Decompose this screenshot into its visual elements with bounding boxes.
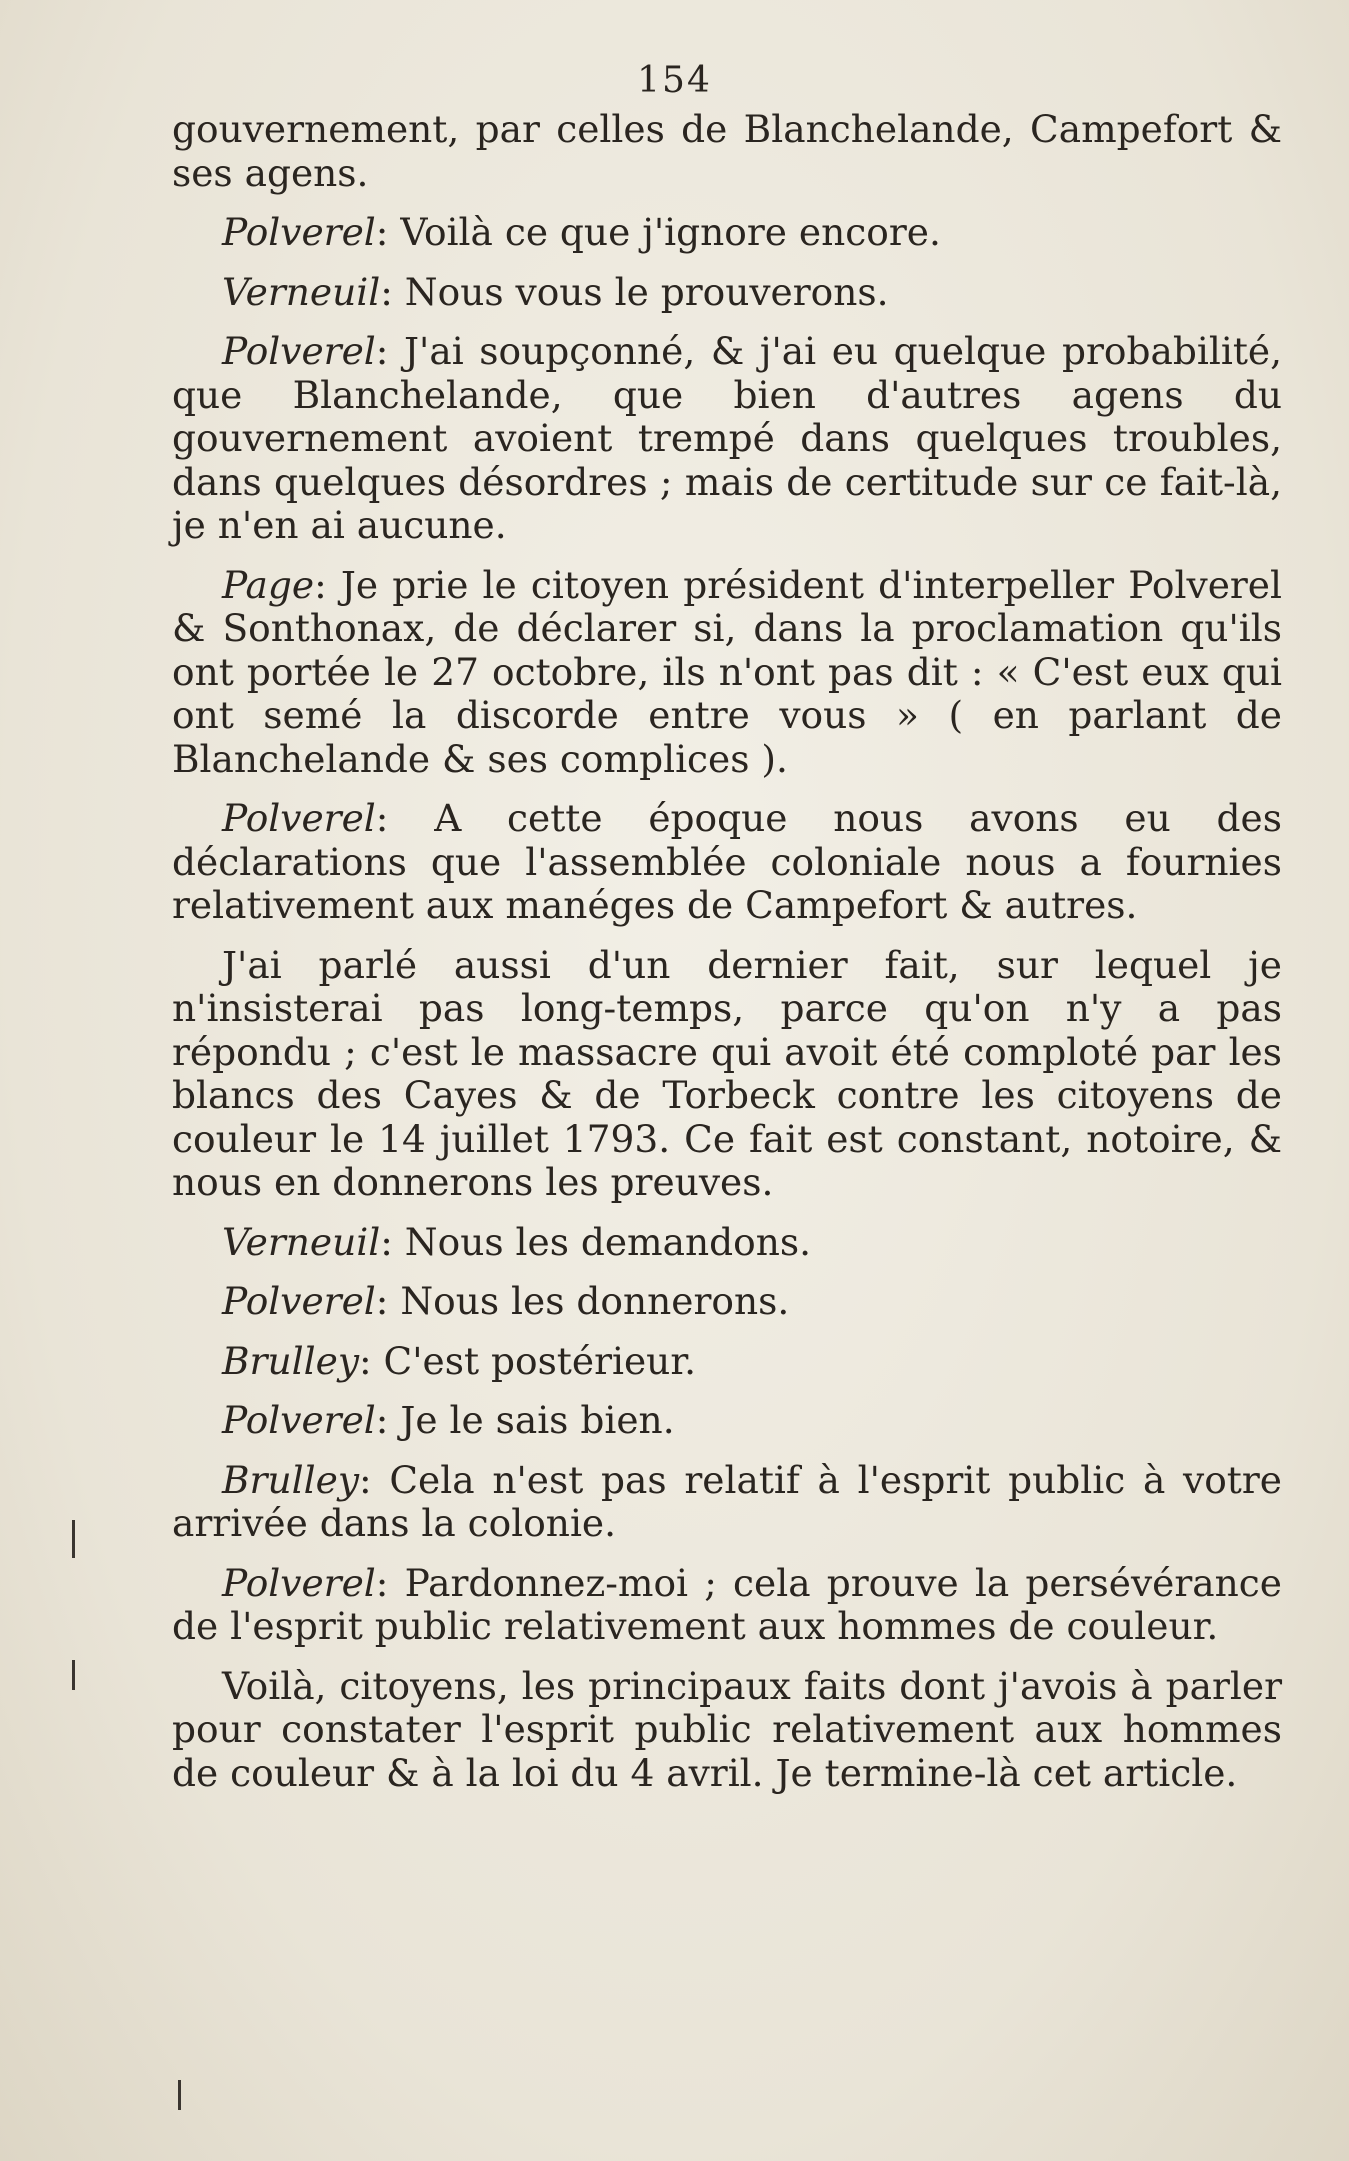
paragraph-text: gouvernement, par celles de Blanchelande, Campefort & ses agens. [172,107,1282,195]
dialogue-paragraph [172,211,1282,255]
dialogue-paragraph [172,271,1282,315]
page-text [172,108,1282,1811]
paragraph-text: : Pardonnez-moi ; cela prouve la persévérance de l'esprit public relativement aux hommes de couleur. [172,1560,1282,1648]
speaker-name: Brulley [222,1457,359,1502]
narrative-paragraph [172,944,1282,1205]
margin-mark [72,1520,75,1558]
speaker-name: Verneuil [222,269,381,314]
paragraph-text: : C'est postérieur. [359,1338,697,1383]
speaker-name: Polverel [222,1560,376,1605]
margin-mark [72,1660,75,1690]
speaker-name: Polverel [222,329,376,373]
speaker-name: Polverel [222,1279,376,1323]
paragraph-text: : Nous vous le prouverons. [380,269,889,314]
paragraph-text: : Cela n'est pas relatif à l'esprit public à votre arrivée dans la colonie. [172,1457,1282,1545]
dialogue-paragraph [172,1340,1282,1384]
page-number: 154 [637,60,712,101]
paragraph-text: : Je prie le citoyen président d'interpeller Polverel & Sonthonax, de déclarer si, dans la proclamation qu'ils ont portée le 27 octobre, ils n'ont pas dit : « C'est eux qui ont semé la discorde entre vous » ( en parlant de Blanchelande & ses complices ). [172,562,1282,781]
dialogue-paragraph [172,564,1282,782]
paragraph-text: : A cette époque nous avons eu des déclarations que l'assemblée coloniale nous a fournies relativement aux manéges de Campefort & autres. [172,796,1282,927]
dialogue-paragraph [172,1459,1282,1546]
speaker-name: Polverel [222,1398,376,1442]
paragraph-text: : J'ai soupçonné, & j'ai eu quelque probabilité, que Blanchelande, que bien d'autres agens du gouvernement avoient trempé dans quelques troubles, dans quelques désordres ; mais de certitude sur ce fait-là, je n'en ai aucune. [172,329,1282,547]
speaker-name: Polverel [222,796,376,840]
paragraph-text: : Nous les donnerons. [375,1279,790,1323]
paragraph-continuation [172,108,1282,195]
paragraph-text: : Je le sais bien. [375,1398,675,1442]
dialogue-paragraph [172,1280,1282,1324]
narrative-paragraph [172,1665,1282,1796]
speaker-name: Polverel [222,210,376,254]
dialogue-paragraph [172,797,1282,928]
speaker-name: Verneuil [222,1219,381,1264]
paragraph-text: : Voilà ce que j'ignore encore. [375,210,941,254]
dialogue-paragraph [172,1399,1282,1443]
paragraph-text: : Nous les demandons. [380,1219,812,1264]
dialogue-paragraph [172,330,1282,548]
paragraph-text: J'ai parlé aussi d'un dernier fait, sur lequel je n'insisterai pas long-temps, parce qu'on n'y a pas répondu ; c'est le massacre qui avoit été comploté par les blancs des Cayes & de Torbeck contre les citoyens de couleur le 14 juillet 1793. Ce fait est constant, notoire, & nous en donnerons les preuves. [172,942,1282,1204]
speaker-name: Brulley [222,1338,359,1383]
speaker-name: Page [222,562,315,607]
paragraph-text: Voilà, citoyens, les principaux faits dont j'avois à parler pour constater l'esprit public relativement aux hommes de couleur & à la loi du 4 avril. Je termine-là cet article. [172,1663,1282,1795]
dialogue-paragraph [172,1221,1282,1265]
dialogue-paragraph [172,1562,1282,1649]
margin-mark [178,2080,181,2110]
